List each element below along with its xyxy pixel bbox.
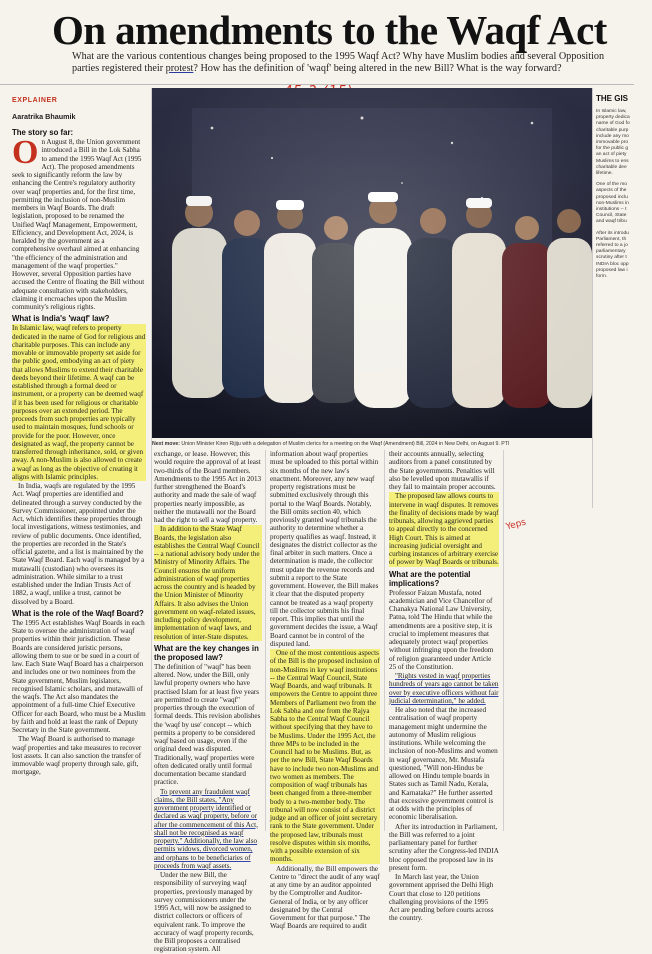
deck-text [72,51,632,76]
paragraph: Additionally, the Bill empowers the Centre to "direct the audit of any waqf at any time by an auditor appointed by the Comptroller and Auditor-General of India, or by any officer designated by the Central Government for that purpose." The Waqf Boards are required to audit [270,864,380,931]
paragraph: One of the most contentious aspects of the Bill is the proposed inclusion of non-Muslims in key waqf institutions -- the Central Waqf Council, State Waqf Boards, and waqf tribunals. It empowers the Centre to appoint three Members of Parliament two from the Lok Sabha and one from the Rajya Sabha to the Central Waqf Council without specifying that they have to be Muslims. Under the 1995 Act, the three MPs to be included in the Council had to be Muslims. But, as per the new Bill, State Waqf Boards have to include two non-Muslims and two women as members. The composition of waqf tribunals has been changed from a three-member body to a two-member body. The tribunal will now consist of a district judge and an officer of joint secretary rank to the State government. Under the proposed law, tribunals must resolve disputes within six months, with a possible extension of six months. [270,649,380,864]
sidebar-line: for the public g [596,146,629,152]
paragraph: Professor Faizan Mustafa, noted academician and Vice Chancellor of Chanakya National Law University, Patna, told The Hindu that while the amendments are a positive step, it is crucial to implement measures that adequately protect waqf properties without infringing upon the freedom of religion guaranteed under Article 25 of the Constitution. [389,588,494,671]
photo-illustration [152,88,592,438]
paragraph: "Rights vested in waqf properties hundreds of years ago cannot be taken over by executive officers without fair judicial determination," he added. [389,672,499,705]
sidebar-line: scrutiny after t [596,255,627,261]
sidebar-paragraph-2 [596,182,634,225]
paragraph: In India, waqfs are regulated by the 1995 Act. Waqf properties are identified and delineated through a survey conducted by the Survey Commissioner, appointed under the Act, which identifies these properties through local investigations, witness testimonies, and review of public documents. Once identified, the properties are recorded in the State's official gazette, and a list is maintained by the State Waqf Board. Each waqf is managed by a mutawalli (custodian) who oversees its administration. While similar to a trust established under the Indian Trusts Act of 1882, a waqf, unlike a trust, cannot be dissolved by a Board. [12,482,145,606]
deck-part-2: ? How has the definition of 'waqf' being altered in the new Bill? What is the way forward? [193,63,562,75]
caption-lead: Next move: [152,441,182,447]
sidebar-line: name of God fo [596,121,630,127]
sidebar-line: and waqf tribu [596,219,627,225]
section-heading-key-changes: What are the key changes in the proposed law? [154,643,259,662]
sidebar-paragraph-3 [596,231,634,281]
sidebar-line: In Islamic law, [596,109,627,114]
paragraph: After its introduction in Parliament, the Bill was referred to a joint parliamentary panel for further scrutiny after the Congress-led INDIA bloc opposed the proposed law in its present form. [389,822,499,872]
sidebar-paragraph-1 [596,109,634,177]
sidebar-line: aspects of the [596,188,627,194]
paragraph: The Waqf Board is authorised to manage waqf properties and take measures to recover lost assets. It can also sanction the transfer of immovable waqf property through sale, gift, mortgage, [12,735,142,777]
sidebar-line: include any mo [596,133,629,139]
margin-note: Yeps [505,517,528,533]
sidebar-line: lifetime. [596,171,613,177]
deck-underlined: protest [165,63,194,75]
sidebar-title: THE GIS [596,94,629,103]
section-heading-implications: What are the potential implications? [389,569,471,588]
sidebar-line: INDIA bloc opp [596,261,629,267]
sidebar-line: non-Muslims in [596,200,629,206]
paragraph: exchange, or lease. However, this would require the approval of at least two-thirds of the Board members. Amendments to the 1995 Act in 2013 further strengthened the Board's authority and made the sale of waqf properties nearly impossible, as neither the mutawalli nor the Board had the right to sell a waqf property. [154,450,262,524]
paragraph: The definition of "waqf" has been altered. Now, under the Bill, only lawful property owners who have practised Islam for at least five years are permitted to create "waqf" properties through the execution of formal deeds. This revision abolishes the 'waqf by use' concept -- which permits a property to be considered waqf based on usage, even if the original deed was disputed. Traditionally, waqf properties were often dedicated orally until formal documentation became standard practice. [154,662,261,787]
story-paragraph: On August 8, the Union government introduced a Bill in the Lok Sabha to amend the 1995 Waqf Act (1995 Act). The proposed amendments seek to significantly reform the law by enhancing the Centre's regulatory authority over waqf properties and, for the first time, permitting the inclusion of non-Muslim members in Waqf Boards. The draft legislation, proposed to be renamed the Unified Waqf Management, Empowerment, Efficiency, and Development Act, 2024, is heralded by the government as a comprehensive overhaul aimed at enhancing "the efficiency of the administration and management of the waqf properties." However, several Opposition parties have accused the Centre of floating the Bill without adequate consultation with stakeholders, claiming it encroaches upon the Muslim community's religious rights. [12,134,145,311]
dropcap: O [12,134,39,171]
deck-part-1: What are the various contentious changes being proposed to the 1995 Waqf Act? Why have Muslim bodies and several Opposition parties registered their [72,51,605,75]
sidebar-line: an act of piety [596,152,627,158]
section-heading-board-role: What is the role of the Waqf Board? [12,608,144,618]
story-so-far-heading: The story so far: [12,128,74,137]
section-heading-waqf-law: What is India's 'waqf' law? [12,314,110,324]
paragraph: their accounts annually, selecting auditors from a panel constituted by the State governments. Penalties will also be levelled upon mutawallis if they fail to maintain proper accounts. [389,450,496,491]
paragraph: In March last year, the Union government apprised the Delhi High Court that close to 120 petitions challenging provisions of the 1995 Act are pending before courts across the country. [389,873,494,923]
paragraph: Under the new Bill, the responsibility of surveying waqf properties, previously managed by survey commissioners under the 1995 Act, will now be assigned to district collectors or officers of equivalent rank. To improve the accuracy of waqf property records, the Bill proposes a centralised registration system. All [154,871,254,954]
column-1 [12,125,146,831]
sidebar-line: Council, State [596,213,627,219]
sidebar-line: proposed inclu [596,194,628,200]
news-photo [152,88,592,438]
sidebar-gist [592,88,634,508]
paragraph: In Islamic law, waqf refers to property dedicated in the name of God for religious and charitable purposes. This can include any movable or immovable property set aside for the public good, embodying an act of piety that allows Muslims to extend their charitable deeds beyond their lifetime. A waqf can be established through a formal deed or instrument, or a property can be deemed waqf if it has been used for religious or charitable purposes over an extended period. The proceeds from such properties are typically used to maintain mosques, fund schools or provide for the poor. However, once designated as waqf, the property cannot be transferred through inheritance, sold, or given away. A non-Muslim is also allowed to create a waqf as long as the objective of creating it aligns with Islamic principles. [12,324,146,481]
paragraph: information about waqf properties must be uploaded to this portal within six months of the new law's enactment. Moreover, any new waqf property registrations must be submitted exclusively through this portal to the Waqf Boards. Notably, the Bill omits section 40, which previously granted waqf tribunals the authority to determine whether a property qualifies as waqf. Instead, it designates the district collector as the final arbiter in such matters. Once a determination is made, the collector must update the revenue records and submit a report to the State government. However, the Bill makes it clear that the disputed property cannot be treated as a waqf property till the collector submits his final report. This implies that until the government decides the issue, a Waqf Board cannot be in control of the disputed land. [270,450,379,648]
column-divider [503,450,504,831]
sidebar-line: Parliament, th [596,236,627,242]
section-label: EXPLAINER [12,97,58,104]
column-divider [384,450,385,831]
byline: Aaratrika Bhaumik [12,112,76,121]
paragraph: The proposed law allows courts to intervene in waqf disputes. It removes the finality of decisions made by waqf tribunals, allowing aggrieved parties to appeal directly to the concerned High Court. This is aimed at increasing judicial oversight and curbing instances of arbitrary exercise of power by Waqf Boards or tribunals. [389,492,499,567]
paragraph: The 1995 Act establishes Waqf Boards in each State to oversee the administration of waqf properties within their jurisdiction. These Boards are considered juristic persons, allowing them to sue or be sued in a court of law. Each State Waqf Board has a chairperson and includes one or two nominees from the State government, Muslim legislators, recognised Islamic scholars, and mutawalli of the waqfs. The Act also mandates the appointment of a full-time Chief Executive Officer for each Board, who must be a Muslim by faith and hold at least the rank of Deputy Secretary in the State government. [12,618,146,734]
column-3 [270,450,380,931]
sidebar-line: charitable purp [596,127,629,133]
sidebar-line: property dedica [596,115,630,121]
sidebar-line: immovable pro [596,140,629,146]
sidebar-line: institutions -- t [596,207,627,213]
photo-caption [152,441,592,447]
column-4 [389,450,499,923]
sidebar-line: proposed law i [596,267,628,273]
column-2 [154,450,262,954]
sidebar-line: form. [596,274,608,280]
sidebar-line: charitable dee [596,164,627,170]
paragraph: He also noted that the increased centralisation of waqf property management might undermine the autonomy of Muslim religious institutions. While welcoming the inclusion of non-Muslims and women in waqf governance, Mr. Mustafa questioned, "Will non-Hindus be allowed on Hindu temple boards in States such as Tamil Nadu, Kerala, and Karnataka?" He further asserted that excessive government control is at odds with the principles of economic liberalisation. [389,706,498,822]
caption-text: Union Minister Kiren Rijiju with a delegation of Muslim clerics for a meeting on the Waqf (Amendment) Bill, 2024 in New Delhi, on August 9. PTI [181,441,510,447]
paragraph: In addition to the State Waqf Boards, the legislation also establishes the Central Waqf Council -- a national advisory body under the Ministry of Minority Affairs. The Council ensures the uniform administration of waqf properties across the country and is headed by the Union Minister of Minority Affairs. It also advises the Union government on waqf-related issues, including policy development, implementation of waqf laws, and resolution of inter-State disputes. [154,525,262,641]
sidebar-line: parliamentary [596,249,626,255]
paragraph: To prevent any fraudulent waqf claims, the Bill states, "Any government property identified or declared as waqf property, before or after the commencement of this Act, shall not be recognised as waqf property." Additionally, the law also permits widows, divorced women, and orphans to be beneficiaries of proceeds from waqf assets. [154,787,258,870]
page-headline: On amendments to the Waqf Act [52,7,607,53]
sidebar-line: After its introdu [596,230,629,236]
column-divider [265,450,266,831]
sidebar-line: One of the mo [596,182,627,188]
sidebar-line: referred to a jo [596,243,628,249]
sidebar-line: Muslims to ens [596,158,629,164]
